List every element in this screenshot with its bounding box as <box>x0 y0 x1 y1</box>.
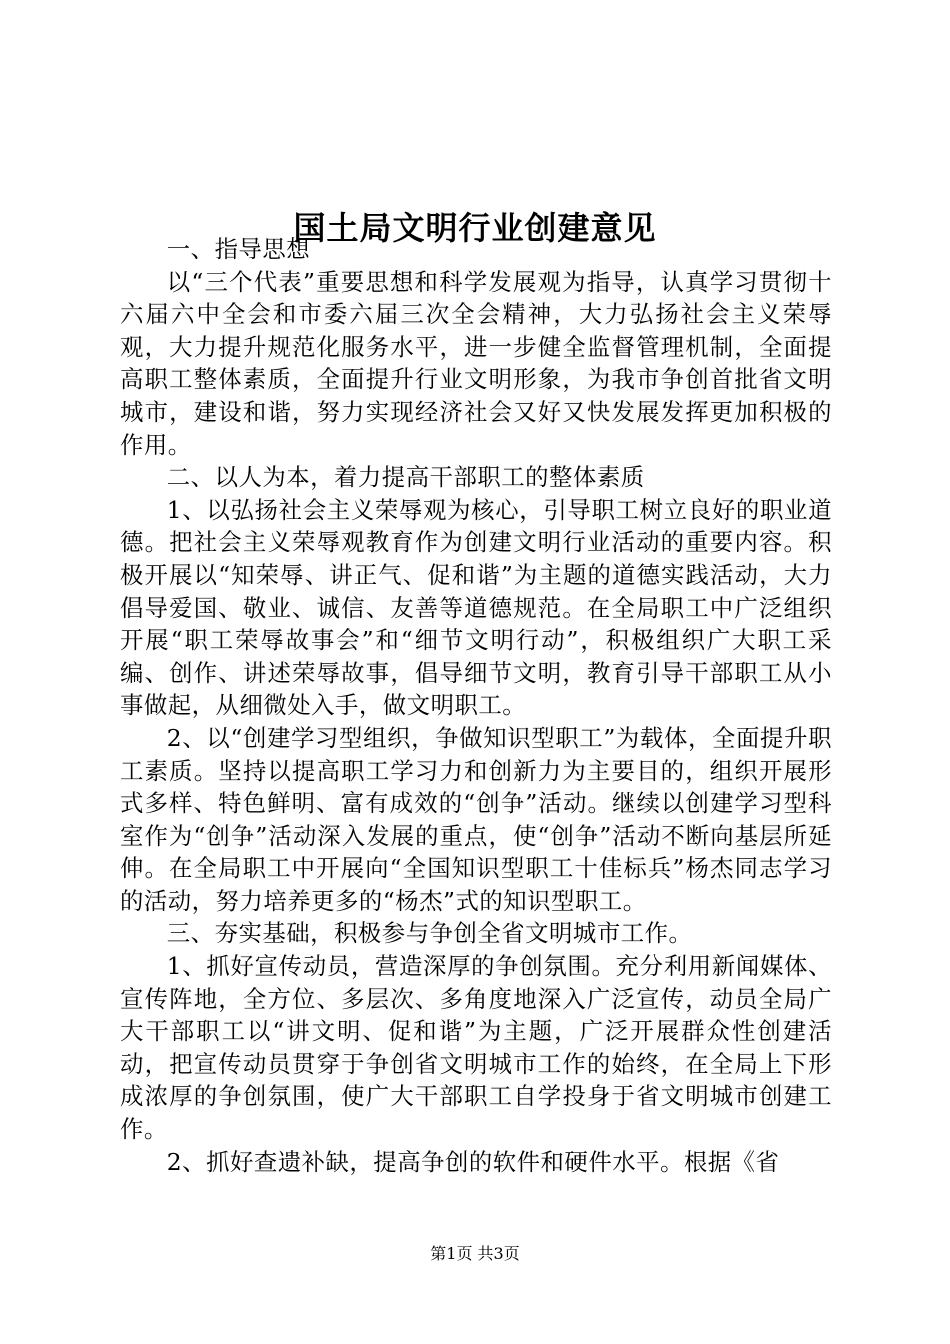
body-paragraph: 1、以弘扬社会主义荣辱观为核心，引导职工树立良好的职业道德。把社会主义荣辱观教育作为创建文明行业活动的重要内容。积极开展以“知荣辱、讲正气、促和谐”为主题的道德实践活动，大力倡导爱国、敬业、诚信、友善等道德规范。在全局职工中广泛组织开展“职工荣辱故事会”和“细节文明行动”，积极组织广大职工采编、创作、讲述荣辱故事，倡导细节文明，教育引导干部职工从小事做起，从细微处入手，做文明职工。 <box>120 495 832 720</box>
body-paragraph: 2、以“创建学习型组织，争做知识型职工”为载体，全面提升职工素质。坚持以提高职工学习力和创新力为主要目的，组织开展形式多样、特色鲜明、富有成效的“创争”活动。继续以创建学习型科室作为“创争”活动深入发展的重点，使“创争”活动不断向基层所延伸。在全局职工中开展向“全国知识型职工十佳标兵”杨杰同志学习的活动，努力培养更多的“杨杰”式的知识型职工。 <box>120 723 832 915</box>
page-footer: 第1页 共3页 <box>430 1244 520 1263</box>
body-paragraph: 2、抓好查遗补缺，提高争创的软件和硬件水平。根据《省 <box>166 1147 780 1176</box>
document-body <box>120 233 832 1178</box>
section-heading-2: 二、以人为本，着力提高干部职工的整体素质 <box>166 463 645 492</box>
document-title: 国土局文明行业创建意见 <box>293 209 657 248</box>
section-heading-1: 一、指导思想 <box>166 235 311 263</box>
body-paragraph: 1、抓好宣传动员，营造深厚的争创氛围。充分利用新闻媒体、宣传阵地，全方位、多层次、多角度地深入广泛宣传，动员全局广大干部职工以“讲文明、促和谐”为主题，广泛开展群众性创建活动，把宣传动员贯穿于争创省文明城市工作的始终，在全局上下形成浓厚的争创氛围，使广大干部职工自学投身于省文明城市创建工作。 <box>120 952 832 1144</box>
section-heading-3: 三、夯实基础，积极参与争创全省文明城市工作。 <box>166 919 693 948</box>
body-paragraph: 以“三个代表”重要思想和科学发展观为指导，认真学习贯彻十六届六中全会和市委六届三次全会精神，大力弘扬社会主义荣辱观，大力提升规范化服务水平，进一步健全监督管理机制，全面提高职工整体素质，全面提升行业文明形象，为我市争创首批省文明城市，建设和谐，努力实现经济社会又好又快发展发挥更加积极的作用。 <box>120 267 832 459</box>
